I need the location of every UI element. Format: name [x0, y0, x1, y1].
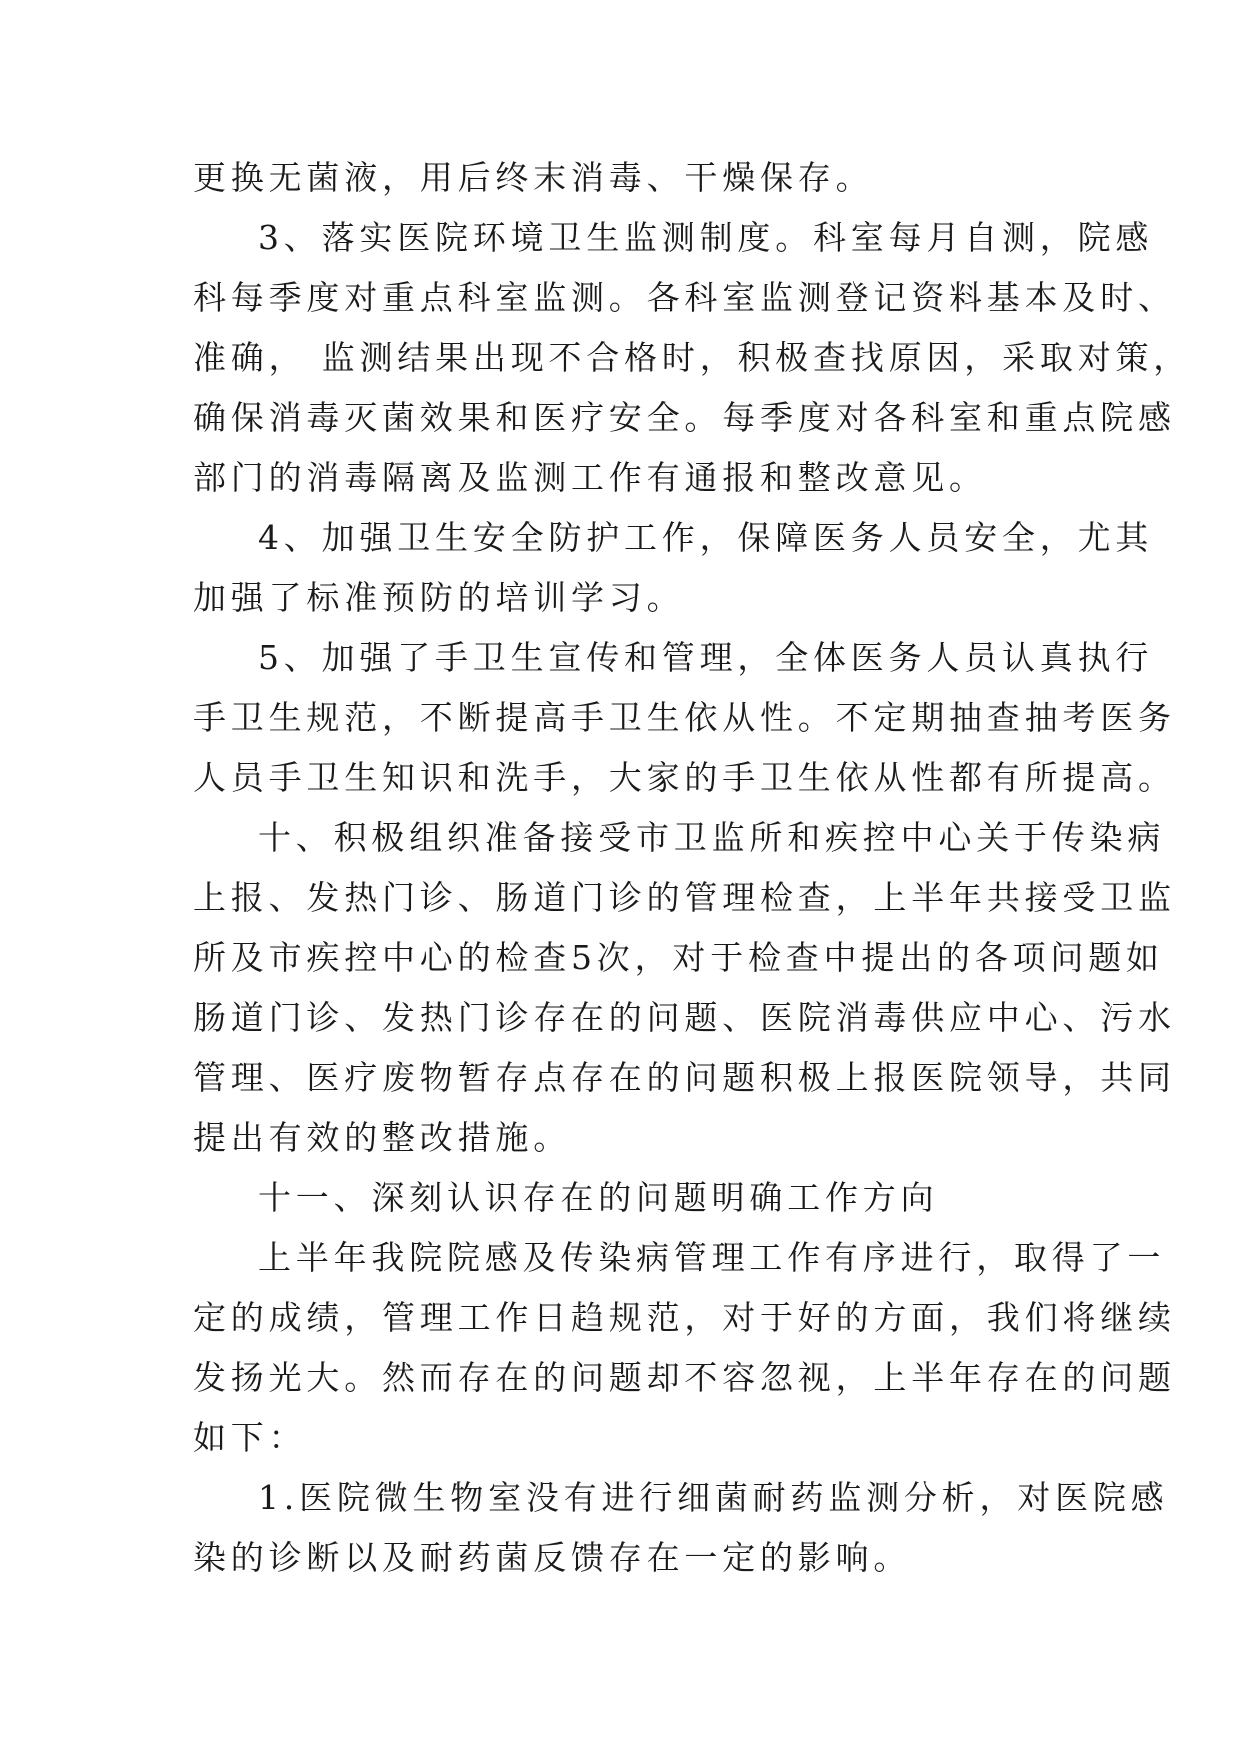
text-line: 染的诊断以及耐药菌反馈存在一定的影响。 [193, 1538, 912, 1577]
text-line: 手卫生规范，不断提高手卫生依从性。不定期抽查抽考医务 [193, 698, 1176, 737]
text-line: 加强了标准预防的培训学习。 [193, 578, 685, 617]
text-line: 提出有效的整改措施。 [193, 1118, 571, 1157]
section-heading: 十一、深刻认识存在的问题明确工作方向 [258, 1178, 939, 1217]
text-line: 1.医院微生物室没有进行细菌耐药监测分析，对医院感 [258, 1478, 1169, 1517]
text-line: 人员手卫生知识和洗手，大家的手卫生依从性都有所提高。 [193, 758, 1176, 797]
text-line: 3、落实医院环境卫生监测制度。科室每月自测，院感 [258, 218, 1154, 257]
text-line: 更换无菌液，用后终末消毒、干燥保存。 [193, 158, 874, 197]
text-line: 上报、发热门诊、肠道门诊的管理检查，上半年共接受卫监 [193, 878, 1176, 917]
text-line: 4、加强卫生安全防护工作，保障医务人员安全，尤其 [258, 518, 1154, 557]
text-line: 准确， 监测结果出现不合格时，积极查找原因，采取对策， [193, 338, 1192, 377]
text-line: 肠道门诊、发热门诊存在的问题、医院消毒供应中心、污水 [193, 998, 1176, 1037]
text-line: 发扬光大。然而存在的问题却不容忽视，上半年存在的问题 [193, 1358, 1176, 1397]
text-line: 5、加强了手卫生宣传和管理，全体医务人员认真执行 [258, 638, 1154, 677]
text-line: 部门的消毒隔离及监测工作有通报和整改意见。 [193, 458, 987, 497]
text-line: 管理、医疗废物暂存点存在的问题积极上报医院领导，共同 [193, 1058, 1176, 1097]
text-line: 十、积极组织准备接受市卫监所和疾控中心关于传染病 [258, 818, 1166, 857]
text-line: 所及市疾控中心的检查5次，对于检查中提出的各项问题如 [193, 938, 1164, 977]
text-line: 定的成绩，管理工作日趋规范，对于好的方面，我们将继续 [193, 1298, 1176, 1337]
text-line: 确保消毒灭菌效果和医疗安全。每季度对各科室和重点院感 [193, 398, 1176, 437]
text-line: 如下： [193, 1418, 307, 1457]
text-line: 科每季度对重点科室监测。各科室监测登记资料基本及时、 [193, 278, 1176, 317]
text-line: 上半年我院院感及传染病管理工作有序进行，取得了一 [258, 1238, 1166, 1277]
